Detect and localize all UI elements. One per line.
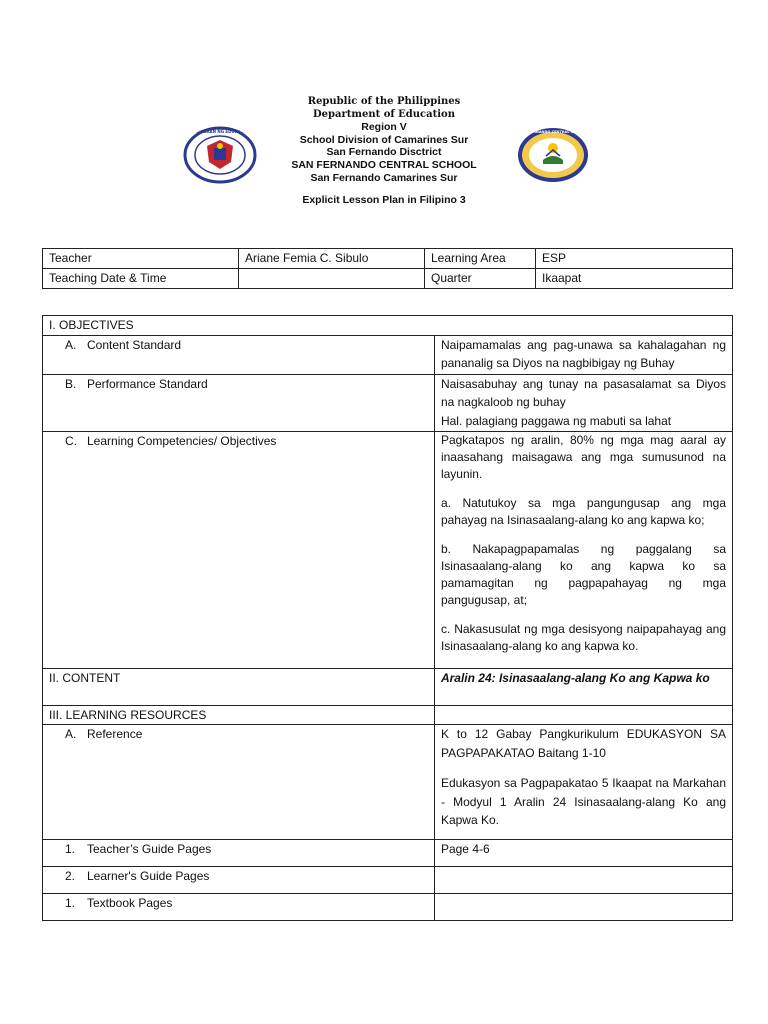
table-row [43, 894, 733, 921]
reference-marker: A. [65, 727, 77, 741]
performance-standard-marker: B. [65, 376, 77, 391]
objective-c: c. Nakasusulat ng mga desisyong naipapahayag ang Isinasaalang-alang ko ang kapwa ko. [440, 621, 726, 653]
learning-area-value: ESP [536, 249, 733, 269]
header-department: Department of Education [313, 108, 455, 120]
table-row [43, 335, 733, 374]
content-standard-value: Naipamamalas ang pag-unawa sa kahalagahan ng pananalig sa Diyos na nagbibigay ng Buhay [434, 335, 732, 374]
learners-guide-label: Learner's Guide Pages [87, 869, 210, 883]
learning-resources-heading: III. LEARNING RESOURCES [43, 705, 435, 725]
teaching-date-value [239, 269, 425, 289]
header-division: School Division of Camarines Sur [299, 133, 469, 146]
learning-resources-value [434, 705, 732, 725]
header-district: San Fernando Disctrict [326, 146, 442, 159]
textbook-pages-marker: 1. [65, 896, 76, 910]
reference-label: Reference [87, 727, 143, 741]
learners-guide-value [434, 867, 732, 894]
teacher-label: Teacher [43, 249, 239, 269]
header-region: Region V [361, 121, 407, 134]
content-standard-cell [43, 335, 435, 374]
lesson-plan-table [42, 315, 733, 921]
teachers-guide-label: Teacher’s Guide Pages [87, 842, 212, 856]
table-row [43, 316, 733, 336]
performance-standard-example: Hal. palagiang paggawa ng mabuti sa lahat [440, 413, 672, 428]
reference-curriculum: K to 12 Gabay Pangkurikulum EDUKASYON SA PAGPAPAKATAO Baitang 1-10 [440, 727, 726, 760]
objective-b: b. Nakapagpapamalas ng paggalang sa Isinasaalang-alang ko ang kapwa ko sa pamamagitan ng pagpapahayag ng mga pangugusap, at; [440, 541, 726, 607]
table-row [43, 725, 733, 840]
table-row [43, 840, 733, 867]
lesson-plan-title: Explicit Lesson Plan in Filipino 3 [302, 194, 466, 207]
document-header [0, 96, 768, 207]
teachers-guide-value: Page 4-6 [434, 840, 732, 867]
content-standard-label: Content Standard [87, 337, 182, 352]
performance-standard-value [434, 374, 732, 431]
objectives-intro: Pagkatapos ng aralin, 80% ng mga mag aaral ay inaasahang maisagawa ang mga sumusunod na layunin. [440, 432, 726, 481]
svg-text:KAGAWARAN NG EDUKASYON: KAGAWARAN NG EDUKASYON [186, 129, 254, 134]
performance-standard-cell [43, 374, 435, 431]
textbook-pages-value [434, 894, 732, 921]
textbook-pages-cell [43, 894, 435, 921]
table-row [43, 249, 733, 269]
learning-competencies-label: Learning Competencies/ Objectives [87, 433, 277, 448]
table-row [43, 374, 733, 431]
table-row [43, 431, 733, 668]
reference-module: Edukasyon sa Pagpapakatao 5 Ikaapat na Markahan - Modyul 1 Aralin 24 Isinasaalang-alang Ko ang Kapwa Ko. [440, 776, 726, 827]
learning-competencies-cell [43, 431, 435, 668]
objective-a: a. Natutukoy sa mga pangungusap ang mga pahayag na Isinasaalang-alang ko ang kapwa ko; [440, 495, 726, 527]
objectives-heading: I. OBJECTIVES [43, 316, 733, 336]
learning-area-label: Learning Area [425, 249, 536, 269]
school-seal-icon [516, 126, 590, 184]
content-standard-marker: A. [65, 337, 77, 352]
content-value: Aralin 24: Isinasaalang-alang Ko ang Kapwa ko [434, 668, 732, 705]
teachers-guide-cell [43, 840, 435, 867]
reference-value [434, 725, 732, 840]
performance-standard-text: Naisasabuhay ang tunay na pasasalamat sa Diyos na nagkaloob ng buhay [440, 376, 726, 409]
learning-competencies-value [434, 431, 732, 668]
header-address: San Fernando Camarines Sur [310, 171, 458, 184]
performance-standard-label: Performance Standard [87, 376, 208, 391]
content-heading: II. CONTENT [43, 668, 435, 705]
learning-competencies-marker: C. [65, 433, 77, 448]
table-row [43, 867, 733, 894]
quarter-label: Quarter [425, 269, 536, 289]
table-row [43, 269, 733, 289]
svg-text:SAN FERNANDO CENTRAL SCHOOL: SAN FERNANDO CENTRAL SCHOOL [519, 130, 587, 134]
reference-cell [43, 725, 435, 840]
table-row [43, 705, 733, 725]
lesson-info-table [42, 248, 733, 289]
learners-guide-marker: 2. [65, 869, 76, 883]
table-row [43, 668, 733, 705]
deped-seal-icon [183, 126, 257, 184]
quarter-value: Ikaapat [536, 269, 733, 289]
header-republic: Republic of the Philippines [307, 96, 461, 107]
teachers-guide-marker: 1. [65, 842, 76, 856]
textbook-pages-label: Textbook Pages [87, 896, 173, 910]
header-school: SAN FERNANDO CENTRAL SCHOOL [291, 158, 477, 171]
teacher-value: Ariane Femia C. Sibulo [239, 249, 425, 269]
teaching-date-label: Teaching Date & Time [43, 269, 239, 289]
learners-guide-cell [43, 867, 435, 894]
